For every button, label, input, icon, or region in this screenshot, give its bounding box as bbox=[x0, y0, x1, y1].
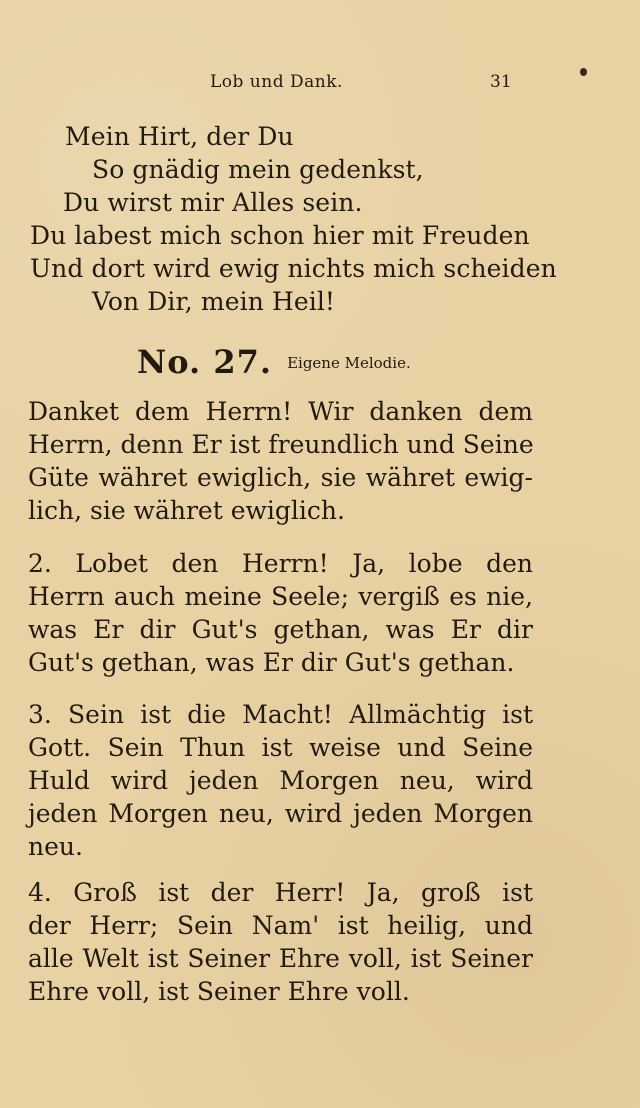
stanza-4-line: Ehre voll, ist Seiner Ehre voll. bbox=[28, 977, 410, 1006]
stanza-2-line: Herrn auch meine Seele; vergiß es nie, bbox=[28, 582, 533, 611]
previous-stanza-line: Und dort wird ewig nichts mich scheiden bbox=[30, 254, 557, 283]
melody-label: Eigene Melodie. bbox=[287, 354, 411, 372]
stanza-1-line: Danket dem Herrn! Wir danken dem bbox=[28, 397, 533, 426]
stanza-4-line: der Herr; Sein Nam' ist heilig, und bbox=[28, 911, 533, 940]
previous-stanza-line: Du wirst mir Alles sein. bbox=[63, 188, 363, 217]
stanza-2-line: 2. Lobet den Herrn! Ja, lobe den bbox=[28, 549, 533, 578]
previous-stanza-line: So gnädig mein gedenkst, bbox=[92, 155, 424, 184]
stanza-2-line: was Er dir Gut's gethan, was Er dir bbox=[28, 615, 533, 644]
stanza-3-line: jeden Morgen neu, wird jeden Morgen bbox=[28, 799, 533, 828]
stanza-1-line: Herrn, denn Er ist freundlich und Seine bbox=[28, 430, 534, 459]
hymn-number: No. 27. bbox=[137, 343, 272, 381]
stanza-4-line: alle Welt ist Seiner Ehre voll, ist Seiner bbox=[28, 944, 533, 973]
page-header bbox=[0, 72, 640, 100]
stanza-4-line: 4. Groß ist der Herr! Ja, groß ist bbox=[28, 878, 533, 907]
stanza-3-line: Huld wird jeden Morgen neu, wird bbox=[28, 766, 533, 795]
previous-stanza-line: Von Dir, mein Heil! bbox=[92, 287, 336, 316]
previous-stanza-line: Mein Hirt, der Du bbox=[65, 122, 294, 151]
ink-dot bbox=[580, 68, 587, 76]
hymn-heading bbox=[137, 343, 411, 381]
stanza-2-line: Gut's gethan, was Er dir Gut's gethan. bbox=[28, 648, 515, 677]
stanza-1-line: lich, sie währet ewiglich. bbox=[28, 496, 345, 525]
previous-stanza-line: Du labest mich schon hier mit Freuden bbox=[30, 221, 530, 250]
stanza-3-line: Gott. Sein Thun ist weise und Seine bbox=[28, 733, 533, 762]
running-head: Lob und Dank. bbox=[210, 72, 343, 92]
stanza-3-line: neu. bbox=[28, 832, 83, 861]
page-number: 31 bbox=[490, 72, 512, 92]
stanza-3-line: 3. Sein ist die Macht! Allmächtig ist bbox=[28, 700, 533, 729]
stanza-1-line: Güte währet ewiglich, sie währet ewig- bbox=[28, 463, 533, 492]
